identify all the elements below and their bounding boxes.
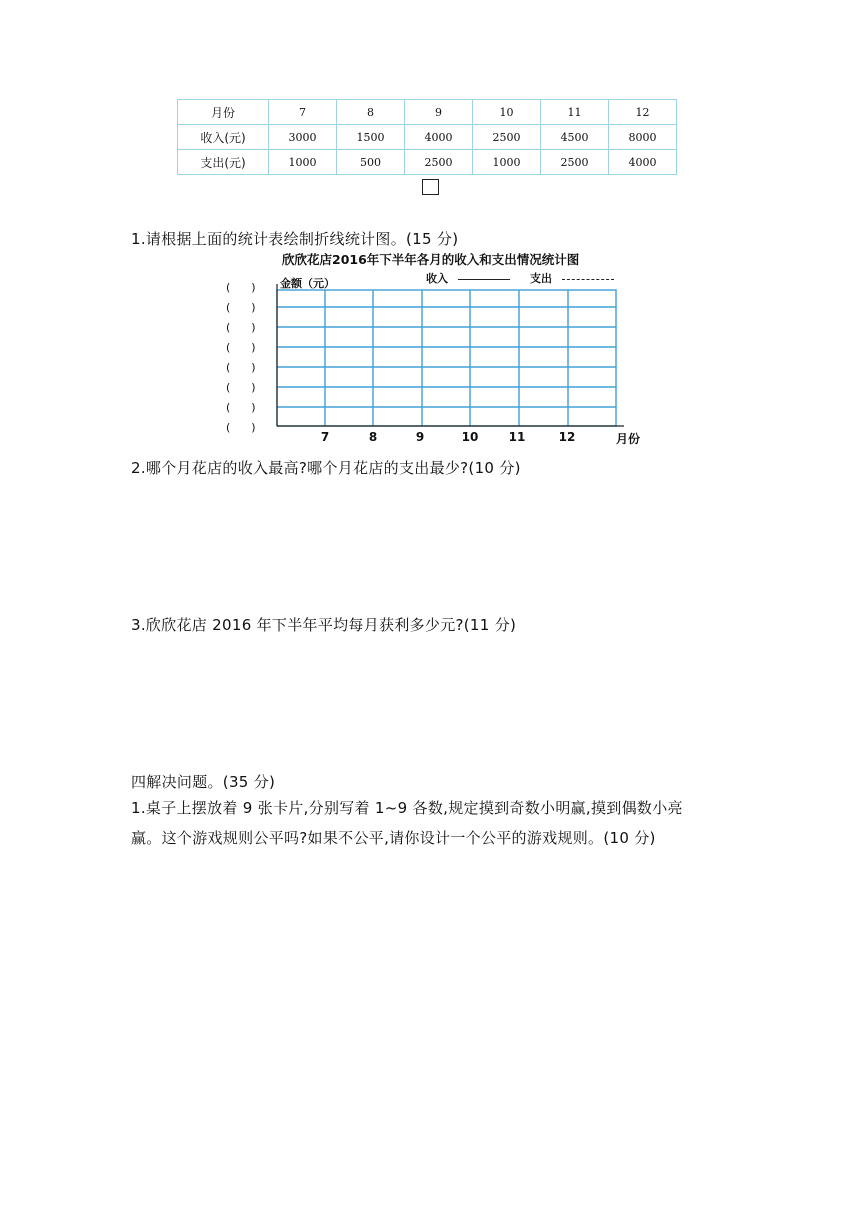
table-cell: 4000 — [609, 150, 677, 175]
table-cell: 2500 — [405, 150, 473, 175]
legend-dashed-line — [562, 279, 614, 280]
table-cell: 12 — [609, 100, 677, 125]
y-blank: ( ) — [226, 301, 256, 314]
legend-expense-label: 支出 — [530, 272, 552, 285]
table-cell: 1500 — [337, 125, 405, 150]
table-cell: 1000 — [473, 150, 541, 175]
table-cell: 4000 — [405, 125, 473, 150]
question-2: 2.哪个月花店的收入最高?哪个月花店的支出最少?(10 分) — [131, 459, 521, 477]
y-axis-label: 金额（元） — [280, 277, 335, 290]
y-blank: ( ) — [226, 361, 256, 374]
table-row — [178, 150, 677, 175]
table-cell: 4500 — [541, 125, 609, 150]
y-blank: ( ) — [226, 381, 256, 394]
chart-grid — [270, 284, 630, 434]
x-axis-unit: 月份 — [615, 432, 640, 446]
table-cell: 500 — [337, 150, 405, 175]
y-blank: ( ) — [226, 321, 256, 334]
legend-income-label: 收入 — [426, 272, 448, 285]
x-tick-label: 9 — [415, 430, 425, 444]
section4-question-1-line2: 赢。这个游戏规则公平吗?如果不公平,请你设计一个公平的游戏规则。(10 分) — [131, 829, 656, 847]
table-cell: 8 — [337, 100, 405, 125]
table-cell: 1000 — [269, 150, 337, 175]
x-tick-label: 7 — [320, 430, 330, 444]
section4-question-1-line1: 1.桌子上摆放着 9 张卡片,分别写着 1~9 各数,规定摸到奇数小明赢,摸到偶数小亮 — [131, 799, 683, 817]
table-cell: 10 — [473, 100, 541, 125]
table-header-row — [178, 100, 677, 125]
legend-solid-line — [458, 279, 510, 280]
y-blank: ( ) — [226, 421, 256, 434]
table-cell: 9 — [405, 100, 473, 125]
question-3: 3.欣欣花店 2016 年下半年平均每月获利多少元?(11 分) — [131, 616, 517, 634]
table-cell: 月份 — [178, 100, 269, 125]
table-cell: 11 — [541, 100, 609, 125]
table-cell: 收入(元) — [178, 125, 269, 150]
x-tick-label: 10 — [461, 430, 479, 444]
table-cell: 3000 — [269, 125, 337, 150]
x-tick-label: 12 — [558, 430, 576, 444]
stats-table — [177, 99, 677, 175]
y-blank: ( ) — [226, 341, 256, 354]
x-tick-label: 8 — [368, 430, 378, 444]
table-row — [178, 125, 677, 150]
y-blank: ( ) — [226, 401, 256, 414]
section-heading: 四解决问题。(35 分) — [131, 773, 276, 791]
table-cell: 支出(元) — [178, 150, 269, 175]
chart-title: 欣欣花店2016年下半年各月的收入和支出情况统计图 — [282, 252, 580, 267]
table-cell: 7 — [269, 100, 337, 125]
question-1: 1.请根据上面的统计表绘制折线统计图。(15 分) — [131, 230, 459, 248]
y-blank: ( ) — [226, 281, 256, 294]
table-cell: 8000 — [609, 125, 677, 150]
empty-box — [422, 179, 439, 195]
table-cell: 2500 — [473, 125, 541, 150]
x-tick-label: 11 — [508, 430, 526, 444]
table-cell: 2500 — [541, 150, 609, 175]
